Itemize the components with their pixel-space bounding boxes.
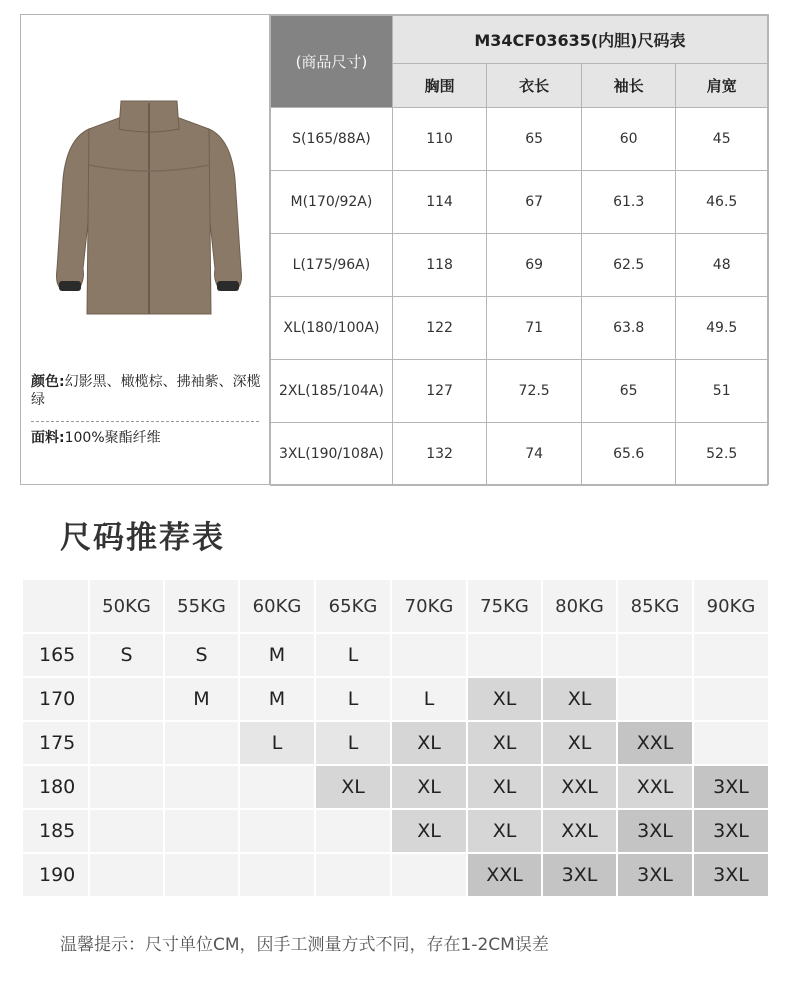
size-column-header: 胸围 [392,64,487,108]
size-value: 114 [392,171,487,234]
size-value: 127 [392,360,487,423]
size-row [271,423,768,486]
size-value: 60 [581,108,676,171]
size-value: 110 [392,108,487,171]
recommended-size-cell [165,810,238,852]
size-table [270,15,768,486]
recommendation-row [23,634,768,676]
weight-header: 75KG [468,580,541,632]
divider [31,421,259,422]
size-column-header: 袖长 [581,64,676,108]
size-chart-title: M34CF03635(内胆)尺码表 [392,16,767,64]
recommended-size-cell: XL [468,722,541,764]
recommended-size-cell: M [240,678,314,720]
recommended-size-cell: L [316,722,390,764]
recommended-size-cell [165,854,238,896]
size-value: 61.3 [581,171,676,234]
size-chart-panel [20,14,769,485]
recommended-size-cell: XXL [543,810,616,852]
size-value: 65.6 [581,423,676,486]
weight-header: 90KG [694,580,768,632]
recommended-size-cell: 3XL [694,766,768,808]
fabric-info [31,429,261,447]
recommended-size-cell [694,678,768,720]
fabric-value: 100%聚酯纤维 [64,430,161,446]
recommended-size-cell: XXL [618,766,692,808]
size-row [271,108,768,171]
recommended-size-cell: XL [392,810,466,852]
recommended-size-cell: 3XL [618,810,692,852]
recommended-size-cell [90,766,163,808]
recommended-size-cell: L [392,678,466,720]
color-info [31,373,261,409]
recommended-size-cell: XL [468,678,541,720]
recommendation-row [23,854,768,896]
recommended-size-cell [240,766,314,808]
recommended-size-cell [468,634,541,676]
measurement-tip: 温馨提示：尺寸单位CM，因手工测量方式不同，存在1-2CM误差 [60,935,549,955]
size-value: 118 [392,234,487,297]
size-value: 71 [487,297,582,360]
height-label: 190 [23,854,88,896]
recommended-size-cell: L [316,678,390,720]
size-value: 62.5 [581,234,676,297]
size-row [271,171,768,234]
recommended-size-cell: XXL [618,722,692,764]
size-row [271,297,768,360]
size-value: 65 [581,360,676,423]
size-value: 67 [487,171,582,234]
recommended-size-cell: S [90,634,163,676]
recommendation-row [23,810,768,852]
size-value: 63.8 [581,297,676,360]
recommendation-row [23,722,768,764]
recommendation-title: 尺码推荐表 [60,520,225,556]
size-value: 48 [676,234,768,297]
recommended-size-cell [316,810,390,852]
size-value: 122 [392,297,487,360]
size-value: 49.5 [676,297,768,360]
weight-header: 60KG [240,580,314,632]
size-column-header: 肩宽 [676,64,768,108]
size-value: 52.5 [676,423,768,486]
recommended-size-cell: XL [543,722,616,764]
recommended-size-cell: M [165,678,238,720]
size-label: S(165/88A) [271,108,393,171]
jacket-product-image [49,99,249,321]
size-recommendation-table [21,578,770,898]
recommended-size-cell: 3XL [543,854,616,896]
color-value: 幻影黑、橄榄棕、拂袖紫、深榄绿 [31,374,261,408]
fabric-label: 面料: [31,430,65,446]
recommended-size-cell [240,854,314,896]
recommended-size-cell [543,634,616,676]
weight-header: 65KG [316,580,390,632]
size-column-header: 衣长 [487,64,582,108]
recommended-size-cell [316,854,390,896]
recommended-size-cell: M [240,634,314,676]
weight-header: 55KG [165,580,238,632]
size-value: 65 [487,108,582,171]
recommended-size-cell [90,722,163,764]
size-label: 3XL(190/108A) [271,423,393,486]
recommended-size-cell: XXL [543,766,616,808]
size-value: 45 [676,108,768,171]
recommended-size-cell [90,854,163,896]
table-corner-label: (商品尺寸) [271,16,393,108]
recommended-size-cell [618,678,692,720]
height-label: 170 [23,678,88,720]
size-value: 46.5 [676,171,768,234]
color-label: 颜色: [31,374,65,390]
recommended-size-cell: XL [468,766,541,808]
recommended-size-cell [240,810,314,852]
recommended-size-cell [694,634,768,676]
recommended-size-cell [165,766,238,808]
size-label: L(175/96A) [271,234,393,297]
recommended-size-cell: XL [392,766,466,808]
recommendation-row [23,678,768,720]
size-value: 69 [487,234,582,297]
recommended-size-cell [392,854,466,896]
recommendation-row [23,766,768,808]
height-label: 165 [23,634,88,676]
size-label: XL(180/100A) [271,297,393,360]
size-value: 74 [487,423,582,486]
size-label: M(170/92A) [271,171,393,234]
recommended-size-cell: XXL [468,854,541,896]
recommended-size-cell: L [316,634,390,676]
recommended-size-cell: XL [316,766,390,808]
size-value: 132 [392,423,487,486]
recommended-size-cell [90,810,163,852]
recommended-size-cell [165,722,238,764]
recommended-size-cell [392,634,466,676]
recommended-size-cell [90,678,163,720]
size-value: 72.5 [487,360,582,423]
recommended-size-cell [618,634,692,676]
recommended-size-cell: 3XL [694,854,768,896]
recommended-size-cell: 3XL [694,810,768,852]
recommended-size-cell: S [165,634,238,676]
weight-header: 70KG [392,580,466,632]
weight-header: 50KG [90,580,163,632]
size-row [271,234,768,297]
product-info-panel [21,15,270,484]
recommended-size-cell [694,722,768,764]
recommended-size-cell: XL [543,678,616,720]
size-label: 2XL(185/104A) [271,360,393,423]
rec-corner [23,580,88,632]
recommended-size-cell: XL [468,810,541,852]
height-label: 180 [23,766,88,808]
weight-header: 80KG [543,580,616,632]
recommended-size-cell: L [240,722,314,764]
recommended-size-cell: 3XL [618,854,692,896]
weight-header: 85KG [618,580,692,632]
height-label: 185 [23,810,88,852]
size-row [271,360,768,423]
size-value: 51 [676,360,768,423]
height-label: 175 [23,722,88,764]
recommended-size-cell: XL [392,722,466,764]
